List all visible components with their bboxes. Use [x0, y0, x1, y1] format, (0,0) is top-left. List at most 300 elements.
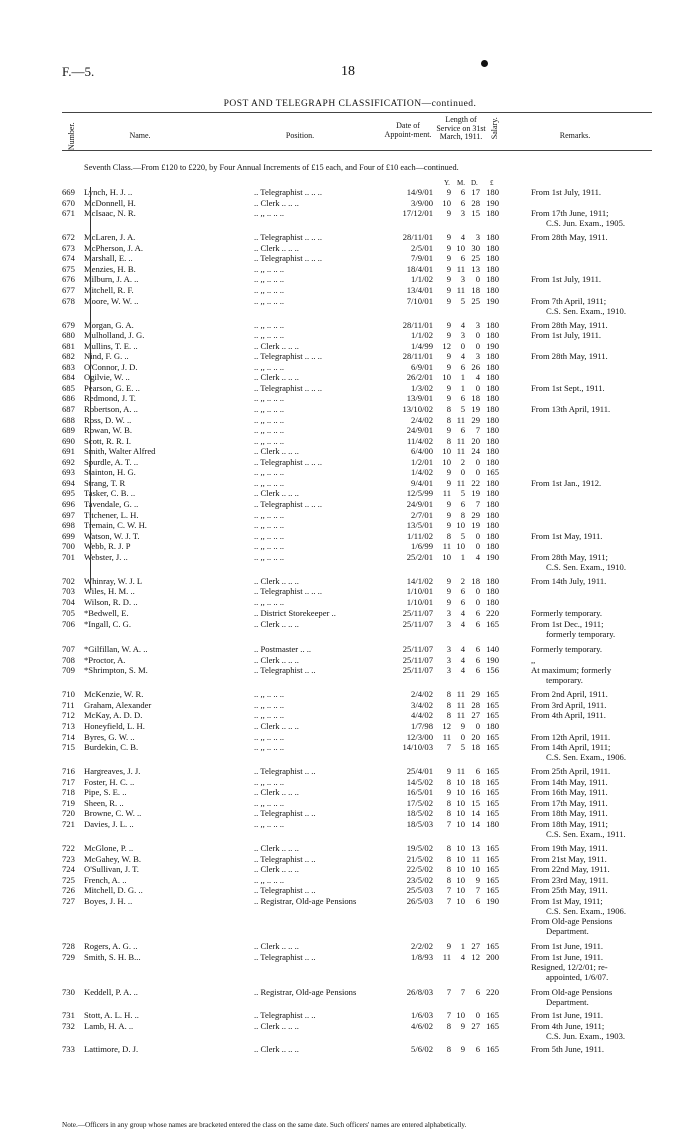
row-months: 4 [460, 608, 465, 619]
table-row [0, 665, 700, 686]
row-position: .. Postmaster .. .. [254, 644, 312, 655]
row-months: 11 [456, 414, 465, 425]
row-days: 7 [475, 885, 480, 896]
row-number: 701 [62, 551, 75, 562]
row-number: 689 [62, 425, 75, 436]
row-years: 8 [446, 874, 451, 885]
row-date: 25/4/01 [406, 766, 433, 777]
row-name: Scott, R. R. I. [84, 435, 132, 446]
row-remark: appointed, 1/6/07. [546, 971, 609, 982]
row-years: 9 [446, 467, 451, 478]
row-years: 9 [446, 382, 451, 393]
row-position: .. Clerk .. .. .. [254, 1020, 299, 1031]
row-date: 19/5/02 [406, 843, 433, 853]
row-months: 10 [456, 808, 465, 819]
row-number: 733 [62, 1043, 75, 1054]
row-position: .. ,, .. .. .. [254, 776, 285, 787]
row-months: 6 [460, 361, 465, 372]
row-salary: 190 [486, 295, 499, 306]
row-name: Titchener, L. H. [84, 509, 139, 520]
row-date: 21/5/02 [406, 853, 433, 864]
row-position: .. Telegraphist .. .. [254, 885, 316, 896]
row-number: 672 [62, 232, 75, 243]
row-date: 28/11/01 [402, 351, 433, 362]
row-remark: C.S. Sen. Exam., 1910. [546, 561, 626, 572]
row-date: 7/9/01 [411, 253, 433, 264]
row-salary: 165 [486, 699, 499, 710]
row-remark: C.S. Jun. Exam., 1905. [546, 218, 626, 229]
table-row [0, 700, 700, 710]
row-name: Moore, W. W. .. [84, 295, 139, 306]
row-number: 732 [62, 1020, 75, 1031]
row-name: O'Connor, J. D. [84, 361, 138, 372]
row-days: 3 [475, 319, 480, 330]
row-remark: From 4th April, 1911. [531, 710, 606, 721]
row-name: Tasker, C. B. .. [84, 488, 136, 499]
table-row [0, 951, 700, 982]
row-months: 7 [460, 987, 465, 998]
row-position: .. Telegraphist .. .. [254, 853, 316, 864]
row-date: 18/4/01 [406, 263, 433, 274]
row-position: .. Clerk .. .. .. [254, 197, 299, 208]
row-name: Pipe, S. E. .. [84, 787, 127, 798]
row-date: 14/9/01 [406, 187, 433, 197]
row-days: 7 [475, 498, 480, 509]
row-months: 4 [460, 232, 465, 243]
table-row [0, 488, 700, 498]
row-days: 6 [475, 766, 480, 777]
row-name: Keddell, P. A. .. [84, 987, 138, 998]
row-position: .. Clerk .. .. .. [254, 940, 299, 951]
row-position: .. ,, .. .. .. [254, 874, 285, 885]
row-name: *Ingall, C. G. [84, 619, 132, 629]
row-remark: Formerly temporary. [531, 608, 603, 619]
row-name: Webb, R. J. P [84, 541, 131, 552]
row-remark: At maximum; formerly [531, 665, 612, 676]
row-name: French, A. .. [84, 874, 127, 885]
row-days: 29 [471, 689, 480, 700]
row-date: 3/9/00 [411, 197, 433, 208]
row-remark: From 1st June, 1911. [531, 951, 604, 962]
row-name: Spurdle, A. T. .. [84, 456, 139, 467]
row-remark: From 1st June, 1911. [531, 1010, 604, 1021]
row-months: 4 [460, 665, 465, 676]
row-days: 0 [475, 1010, 480, 1021]
row-days: 0 [475, 274, 480, 285]
header-rule-bottom [62, 150, 652, 151]
row-number: 731 [62, 1010, 75, 1021]
row-days: 0 [475, 340, 480, 351]
row-date: 6/9/01 [411, 361, 433, 372]
row-months: 2 [460, 575, 465, 586]
row-name: Wiles, H. M. .. [84, 586, 135, 597]
row-name: Davies, J. L. .. [84, 818, 134, 829]
row-months: 4 [460, 644, 465, 655]
row-months: 8 [460, 509, 465, 520]
row-date: 9/4/01 [411, 477, 433, 488]
row-name: Sheen, R. .. [84, 797, 124, 808]
row-position: .. Telegraphist .. .. [254, 951, 316, 962]
row-position: .. ,, .. .. .. [254, 435, 285, 446]
row-position: .. Clerk .. .. .. [254, 340, 299, 351]
row-name: Browne, C. W. .. [84, 808, 142, 819]
row-years: 3 [446, 608, 451, 619]
row-remark: Department. [546, 925, 589, 936]
row-position: .. Clerk .. .. .. [254, 446, 299, 457]
row-months: 10 [456, 818, 465, 829]
row-position: .. ,, .. .. .. [254, 393, 285, 404]
row-date: 6/4/00 [411, 446, 433, 457]
row-days: 30 [471, 242, 480, 253]
row-remark: From 16th May, 1911. [531, 787, 608, 798]
row-number: 700 [62, 541, 75, 552]
row-salary: 190 [486, 340, 499, 351]
row-remark: From 4th June, 1911; [531, 1020, 605, 1031]
row-salary: 180 [486, 720, 499, 731]
row-number: 715 [62, 742, 75, 753]
row-date: 14/5/02 [406, 776, 433, 787]
row-months: 1 [460, 551, 465, 562]
row-salary: 165 [486, 776, 499, 787]
row-date: 1/10/01 [406, 586, 433, 597]
row-salary: 165 [486, 940, 499, 951]
table-row [0, 232, 700, 242]
row-position: .. ,, .. .. .. [254, 319, 285, 330]
row-position: .. ,, .. .. .. [254, 818, 285, 829]
row-salary: 165 [486, 787, 499, 798]
row-date: 13/10/02 [402, 404, 433, 414]
row-salary: 180 [486, 393, 499, 404]
row-number: 717 [62, 776, 75, 787]
row-number: 707 [62, 644, 75, 655]
row-date: 25/11/07 [402, 619, 433, 629]
row-position: .. ,, .. .. .. [254, 699, 285, 710]
row-salary: 165 [486, 1043, 499, 1054]
row-years: 9 [446, 295, 451, 306]
row-name: McGlone, P. .. [84, 843, 134, 853]
row-days: 27 [471, 940, 480, 951]
row-years: 8 [446, 689, 451, 700]
row-months: 4 [460, 654, 465, 665]
row-months: 4 [460, 351, 465, 362]
table-row [0, 655, 700, 665]
table-row [0, 766, 700, 776]
unit-months: M. [457, 179, 465, 187]
row-salary: 165 [486, 731, 499, 742]
row-salary: 180 [486, 319, 499, 330]
row-remark: From 1st July, 1911. [531, 187, 602, 197]
row-position: .. Clerk .. .. .. [254, 372, 299, 383]
row-name: *Gilfillan, W. A. .. [84, 644, 148, 655]
row-days: 7 [475, 425, 480, 436]
row-months: 4 [460, 319, 465, 330]
row-years: 8 [446, 853, 451, 864]
table-row [0, 777, 700, 787]
row-date: 1/8/93 [411, 951, 433, 962]
row-remark: From 1st July, 1911. [531, 274, 602, 285]
row-date: 26/8/03 [406, 987, 433, 998]
row-remark: ,, [531, 654, 536, 665]
row-days: 14 [471, 818, 480, 829]
table-row [0, 818, 700, 839]
row-date: 2/4/02 [411, 689, 433, 700]
table-row [0, 619, 700, 639]
row-years: 8 [446, 864, 451, 875]
ink-blot [481, 60, 488, 67]
row-salary: 180 [486, 351, 499, 362]
row-days: 0 [475, 541, 480, 552]
row-years: 9 [446, 940, 451, 951]
row-date: 2/4/02 [411, 414, 433, 425]
table-row [0, 854, 700, 864]
unit-pounds: £ [490, 179, 494, 187]
row-remark: From 2nd April, 1911. [531, 689, 608, 700]
table-row [0, 941, 700, 951]
row-salary: 165 [486, 766, 499, 777]
row-number: 723 [62, 853, 75, 864]
row-position: .. ,, .. .. .. [254, 404, 285, 414]
table-row [0, 520, 700, 530]
row-salary: 200 [486, 951, 499, 962]
row-years: 3 [446, 665, 451, 676]
table-row [0, 457, 700, 467]
row-months: 6 [460, 586, 465, 597]
table-row [0, 808, 700, 818]
table-row [0, 253, 700, 263]
row-remark: From 12th April, 1911. [531, 731, 611, 742]
row-days: 6 [475, 644, 480, 655]
table-row [0, 798, 700, 808]
row-name: Marshall, E. .. [84, 253, 133, 264]
row-name: Wilson, R. D. .. [84, 596, 138, 607]
row-number: 696 [62, 498, 75, 509]
row-name: Smith, Walter Alfred [84, 446, 156, 457]
row-remark: From 28th May, 1911; [531, 551, 608, 562]
table-row [0, 341, 700, 351]
row-date: 25/11/07 [402, 644, 433, 655]
row-days: 18 [471, 284, 480, 295]
row-position: .. ,, .. .. .. [254, 330, 285, 341]
row-years: 9 [446, 351, 451, 362]
row-salary: 180 [486, 232, 499, 243]
row-number: 695 [62, 488, 75, 499]
row-days: 0 [475, 467, 480, 478]
row-number: 719 [62, 797, 75, 808]
row-days: 6 [475, 1043, 480, 1054]
row-days: 19 [471, 488, 480, 499]
page-title: POST AND TELEGRAPH CLASSIFICATION—continued. [223, 99, 477, 109]
row-position: .. Telegraphist .. .. .. [254, 253, 322, 264]
row-remark: From 5th June, 1911. [531, 1043, 604, 1054]
table-row [0, 608, 700, 618]
row-years: 9 [446, 274, 451, 285]
row-months: 10 [456, 797, 465, 808]
row-position: .. Telegraphist .. .. [254, 766, 316, 777]
row-number: 706 [62, 619, 75, 629]
row-position: .. ,, .. .. .. [254, 520, 285, 531]
row-position: .. Clerk .. .. .. [254, 1043, 299, 1054]
row-months: 1 [460, 382, 465, 393]
row-salary: 165 [486, 1010, 499, 1021]
row-remark: From 17th May, 1911. [531, 797, 608, 808]
class-heading: Seventh Class.—From £120 to £220, by Four Annual Increments of £15 each, and Four of £10 each—continued. [84, 163, 459, 172]
row-remark: From 28th May, 1911. [531, 232, 608, 243]
table-row [0, 787, 700, 797]
row-number: 722 [62, 843, 75, 853]
row-date: 26/5/03 [406, 895, 433, 906]
row-number: 677 [62, 284, 75, 295]
row-name: Lamb, H. A. .. [84, 1020, 134, 1031]
page-number: 18 [341, 64, 355, 79]
row-days: 0 [475, 530, 480, 541]
row-remark: C.S. Sen. Exam., 1906. [546, 752, 626, 763]
row-number: 682 [62, 351, 75, 362]
row-position: .. ,, .. .. .. [254, 530, 285, 541]
row-name: Lynch, H. J. .. [84, 187, 133, 197]
row-days: 6 [475, 987, 480, 998]
row-years: 7 [446, 818, 451, 829]
row-days: 19 [471, 404, 480, 414]
table-row [0, 436, 700, 446]
row-name: Webster, J. .. [84, 551, 128, 562]
row-years: 9 [446, 208, 451, 219]
row-years: 7 [446, 895, 451, 906]
row-days: 15 [471, 208, 480, 219]
row-years: 9 [446, 787, 451, 798]
row-years: 12 [442, 720, 451, 731]
row-date: 1/1/02 [411, 330, 433, 341]
table-row [0, 467, 700, 477]
row-number: 699 [62, 530, 75, 541]
table-row [0, 531, 700, 541]
row-salary: 180 [486, 187, 499, 197]
row-position: .. Registrar, Old-age Pensions [254, 895, 357, 906]
row-number: 705 [62, 608, 75, 619]
row-months: 10 [456, 885, 465, 896]
row-date: 1/6/03 [411, 1010, 433, 1021]
row-date: 23/5/02 [406, 874, 433, 885]
row-salary: 140 [486, 644, 499, 655]
row-salary: 156 [486, 665, 499, 676]
row-number: 684 [62, 372, 75, 383]
row-name: Mullins, T. E. .. [84, 340, 138, 351]
row-remark: From 7th April, 1911; [531, 295, 607, 306]
row-remark: From 1st June, 1911. [531, 940, 604, 951]
row-date: 5/6/02 [411, 1043, 433, 1054]
row-years: 3 [446, 644, 451, 655]
row-remark: From Old-age Pensions [531, 915, 613, 926]
row-salary: 180 [486, 509, 499, 520]
row-remark: Department. [546, 997, 589, 1008]
row-years: 8 [446, 404, 451, 414]
row-days: 9 [475, 874, 480, 885]
row-salary: 180 [486, 404, 499, 414]
row-remark: From 18th May, 1911; [531, 818, 608, 829]
row-name: McKenzie, W. R. [84, 689, 144, 700]
row-days: 0 [475, 596, 480, 607]
row-months: 3 [460, 274, 465, 285]
row-number: 698 [62, 520, 75, 531]
row-position: .. ,, .. .. .. [254, 551, 285, 562]
table-row [0, 330, 700, 340]
row-date: 1/4/99 [411, 340, 433, 351]
table-row [0, 586, 700, 596]
row-months: 6 [460, 187, 465, 197]
row-months: 0 [460, 340, 465, 351]
col-remarks: Remarks. [559, 131, 591, 140]
row-name: Stott, A. L. H. .. [84, 1010, 139, 1021]
row-position: .. Clerk .. .. .. [254, 720, 299, 731]
row-days: 6 [475, 619, 480, 629]
row-months: 10 [456, 874, 465, 885]
row-date: 13/9/01 [406, 393, 433, 404]
row-months: 10 [456, 541, 465, 552]
row-years: 7 [446, 987, 451, 998]
row-years: 8 [446, 699, 451, 710]
row-name: Watson, W. J. T. [84, 530, 140, 541]
row-name: McPherson, J. A. [84, 242, 143, 253]
row-remark: From 17th June, 1911; [531, 208, 609, 219]
row-years: 9 [446, 766, 451, 777]
row-days: 24 [471, 446, 480, 457]
table-row [0, 864, 700, 874]
row-position: .. Telegraphist .. .. [254, 1010, 316, 1021]
row-months: 4 [460, 619, 465, 629]
row-position: .. District Storekeeper .. [254, 608, 336, 619]
row-days: 6 [475, 895, 480, 906]
row-name: Robertson, A. .. [84, 404, 138, 414]
row-days: 13 [471, 263, 480, 274]
row-date: 7/10/01 [406, 295, 433, 306]
row-date: 3/4/02 [411, 699, 433, 710]
row-days: 3 [475, 232, 480, 243]
row-years: 7 [446, 1010, 451, 1021]
row-remark: From 14th May, 1911. [531, 776, 608, 787]
row-number: 690 [62, 435, 75, 446]
row-days: 22 [471, 477, 480, 488]
row-date: 28/11/01 [402, 319, 433, 330]
row-days: 27 [471, 710, 480, 721]
footnote: Note.—Officers in any group whose names are bracketed entered the class on the same date. Such officers' names are entered alphabetically. [62, 1121, 467, 1129]
row-remark: Resigned, 12/2/01; re- [531, 961, 608, 972]
row-years: 9 [446, 498, 451, 509]
row-salary: 165 [486, 864, 499, 875]
row-months: 3 [460, 208, 465, 219]
table-row [0, 987, 700, 1008]
row-name: Whinray, W. J. L [84, 575, 143, 586]
row-months: 10 [456, 1010, 465, 1021]
row-date: 24/9/01 [406, 425, 433, 436]
row-number: 703 [62, 586, 75, 597]
row-salary: 180 [486, 456, 499, 467]
row-remark: From 23rd May, 1911. [531, 874, 609, 885]
row-years: 10 [442, 456, 451, 467]
row-name: McLaren, J. A. [84, 232, 136, 243]
row-days: 0 [475, 330, 480, 341]
row-position: .. ,, .. .. .. [254, 541, 285, 552]
row-months: 10 [456, 843, 465, 853]
row-remark: From 28th May, 1911. [531, 319, 608, 330]
row-months: 11 [456, 284, 465, 295]
table-row [0, 1020, 700, 1041]
row-number: 681 [62, 340, 75, 351]
row-number: 691 [62, 446, 75, 457]
row-salary: 180 [486, 208, 499, 219]
table-row [0, 1010, 700, 1020]
row-position: .. ,, .. .. .. [254, 731, 285, 742]
table-row [0, 187, 700, 197]
row-name: Tavendale, G. .. [84, 498, 139, 509]
